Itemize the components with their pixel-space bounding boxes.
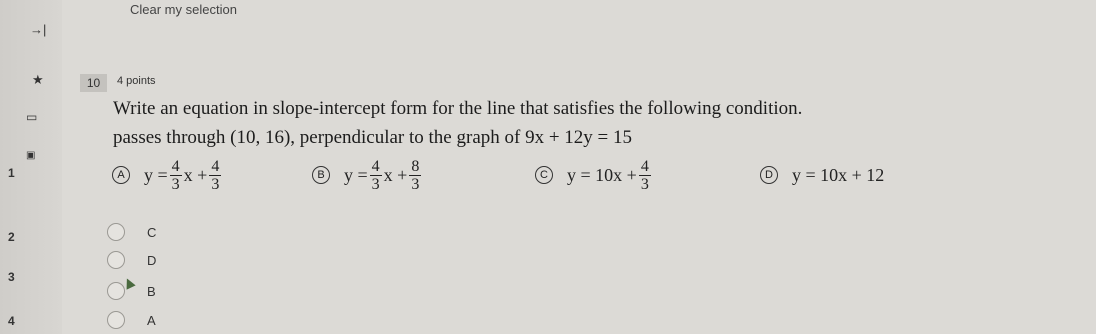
answer-option-label: B: [147, 283, 156, 299]
collapse-icon[interactable]: →|: [30, 22, 47, 37]
choice-a-badge: A: [112, 166, 130, 184]
choice-a-f2-den: 3: [211, 175, 220, 193]
calculator-icon[interactable]: ▣: [26, 150, 36, 161]
question-instruction: Write an equation in slope-intercept form for the line that satisfies the following condition.: [113, 98, 803, 119]
radio-button[interactable]: [107, 251, 125, 269]
choice-a-mid: x +: [183, 164, 208, 185]
rail-number-4[interactable]: 4: [8, 314, 15, 328]
answer-option-d[interactable]: [107, 250, 156, 270]
clear-selection-link[interactable]: Clear my selection: [130, 2, 237, 17]
answer-option-label: A: [147, 312, 156, 328]
answer-option-c[interactable]: [107, 222, 156, 242]
choice-b-badge: B: [312, 166, 330, 184]
choice-c-f2-den: 3: [640, 175, 649, 193]
flag-icon[interactable]: ▭: [26, 110, 38, 124]
answer-option-label: C: [147, 224, 157, 240]
rail-number-3[interactable]: 3: [8, 270, 15, 284]
left-rail: [0, 0, 62, 334]
choice-b: [312, 150, 423, 200]
radio-button[interactable]: [107, 282, 125, 300]
star-icon[interactable]: ★: [32, 72, 44, 87]
choice-a-f2-num: 4: [211, 157, 220, 175]
radio-button[interactable]: [107, 223, 125, 241]
question-points: 4 points: [117, 75, 156, 87]
choice-d: [760, 150, 884, 200]
question-condition: passes through (10, 16), perpendicular to the graph of 9x + 12y = 15: [113, 127, 633, 148]
choice-b-fraction-1: [370, 158, 382, 193]
answer-option-a[interactable]: [107, 310, 156, 330]
choice-a-fraction-2: [209, 158, 221, 193]
choice-a-f1-den: 3: [171, 175, 180, 193]
choice-b-mid: x +: [383, 164, 408, 185]
choice-a-f1-num: 4: [171, 157, 180, 175]
choice-b-fraction-2: [409, 158, 421, 193]
choice-c-fraction: [639, 158, 651, 193]
choice-c-lhs: y = 10x +: [567, 164, 637, 185]
choice-b-f2-num: 8: [411, 157, 420, 175]
choice-d-badge: D: [760, 166, 778, 184]
choice-b-f2-den: 3: [411, 175, 420, 193]
choice-a: [112, 150, 223, 200]
question-number: 10: [80, 74, 107, 92]
choice-c: [535, 150, 653, 200]
answer-option-label: D: [147, 252, 157, 268]
choice-a-fraction-1: [170, 158, 182, 193]
radio-button[interactable]: [107, 311, 125, 329]
choice-c-f2-num: 4: [640, 157, 649, 175]
choice-a-lhs: y =: [144, 164, 168, 185]
rail-number-2[interactable]: 2: [8, 230, 15, 244]
rail-number-1[interactable]: 1: [8, 166, 15, 180]
choice-b-lhs: y =: [344, 164, 368, 185]
choice-b-f1-den: 3: [371, 175, 380, 193]
choice-b-f1-num: 4: [371, 157, 380, 175]
choice-c-badge: C: [535, 166, 553, 184]
choice-d-text: y = 10x + 12: [792, 164, 885, 185]
